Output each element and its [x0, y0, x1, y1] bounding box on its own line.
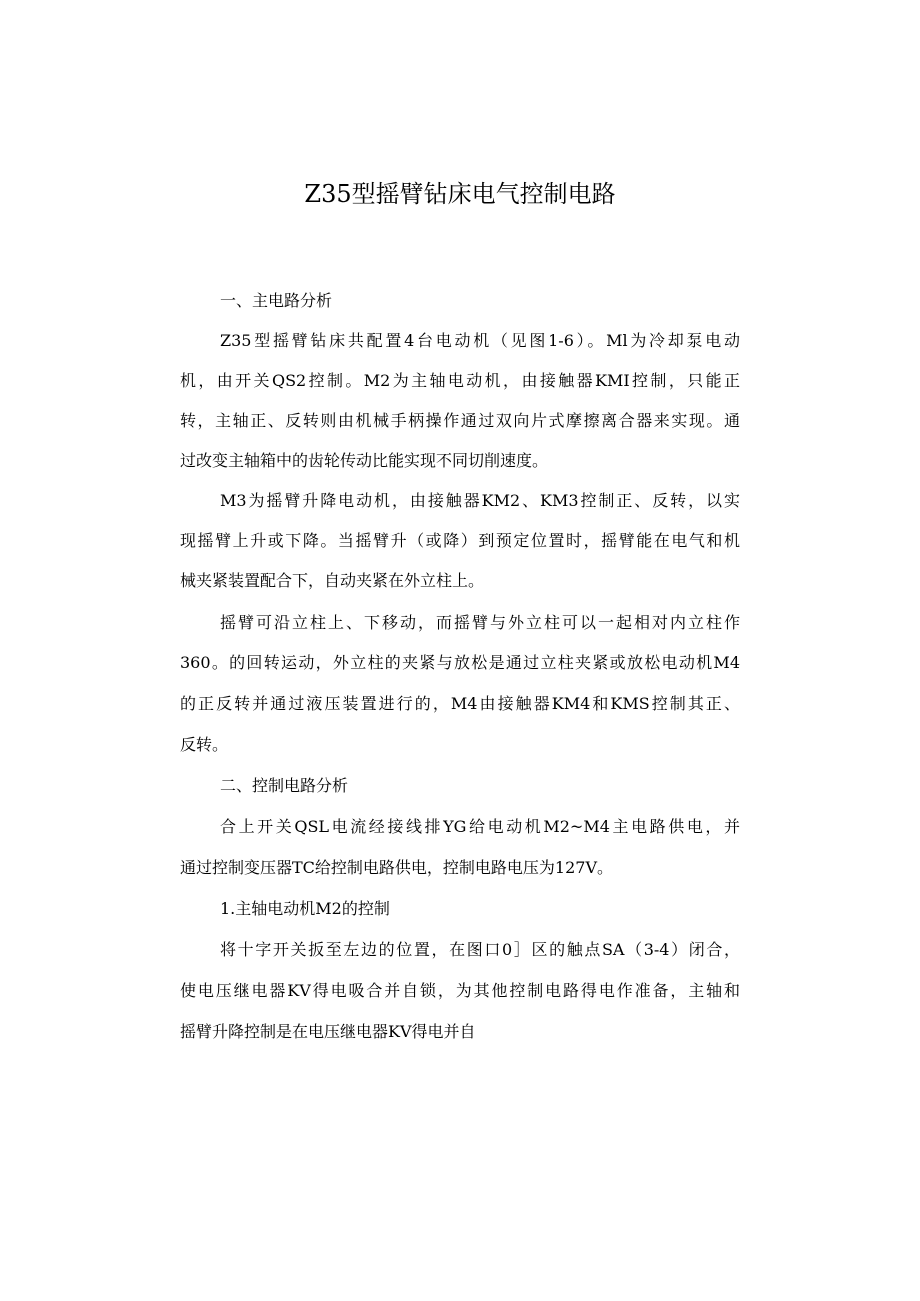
section-heading-control-circuit: 二、控制电路分析 — [220, 776, 349, 795]
paragraph-line: M3为摇臂升降电动机，由接触器KM2、KM3控制正、反转，以实 — [220, 491, 740, 510]
paragraph-line: 360。的回转运动，外立柱的夹紧与放松是通过立柱夹紧或放松电动机M4 — [180, 653, 740, 672]
paragraph-line: 合上开关QSL电流经接线排YG给电动机M2~M4主电路供电，并 — [220, 817, 740, 836]
paragraph-line: 械夹紧装置配合下，自动夹紧在外立柱上。 — [180, 571, 485, 590]
paragraph-line: 摇臂升降控制是在电压继电器KV得电并自 — [180, 1022, 476, 1041]
paragraph-line: 通过控制变压器TC给控制电路供电，控制电路电压为127V。 — [180, 858, 614, 877]
paragraph-line: 现摇臂上升或下降。当摇臂升（或降）到预定位置时，摇臂能在电气和机 — [180, 531, 740, 550]
paragraph-line: 将十字开关扳至左边的位置，在图口0］区的触点SA（3-4）闭合， — [220, 940, 740, 959]
section-heading-main-circuit: 一、主电路分析 — [220, 291, 333, 310]
document-title: Z35型摇臂钻床电气控制电路 — [304, 180, 616, 208]
paragraph-line: 摇臂可沿立柱上、下移动，而摇臂与外立柱可以一起相对内立柱作 — [220, 613, 740, 632]
paragraph-line: 的正反转并通过液压装置进行的，M4由接触器KM4和KMS控制其正、 — [180, 694, 740, 713]
paragraph-line: 反转。 — [180, 735, 229, 754]
paragraph-line: 机，由开关QS2控制。M2为主轴电动机，由接触器KMI控制，只能正 — [180, 371, 740, 390]
paragraph-line: 转，主轴正、反转则由机械手柄操作通过双向片式摩擦离合器来实现。通 — [180, 411, 740, 430]
subsection-heading-spindle-motor: 1.主轴电动机M2的控制 — [220, 899, 390, 918]
paragraph-line: Z35型摇臂钻床共配置4台电动机（见图1-6）。Ml为冷却泵电动 — [220, 331, 740, 350]
paragraph-line: 过改变主轴箱中的齿轮传动比能实现不同切削速度。 — [180, 451, 549, 470]
paragraph-line: 使电压继电器KV得电吸合并自锁，为其他控制电路得电作准备，主轴和 — [180, 981, 740, 1000]
